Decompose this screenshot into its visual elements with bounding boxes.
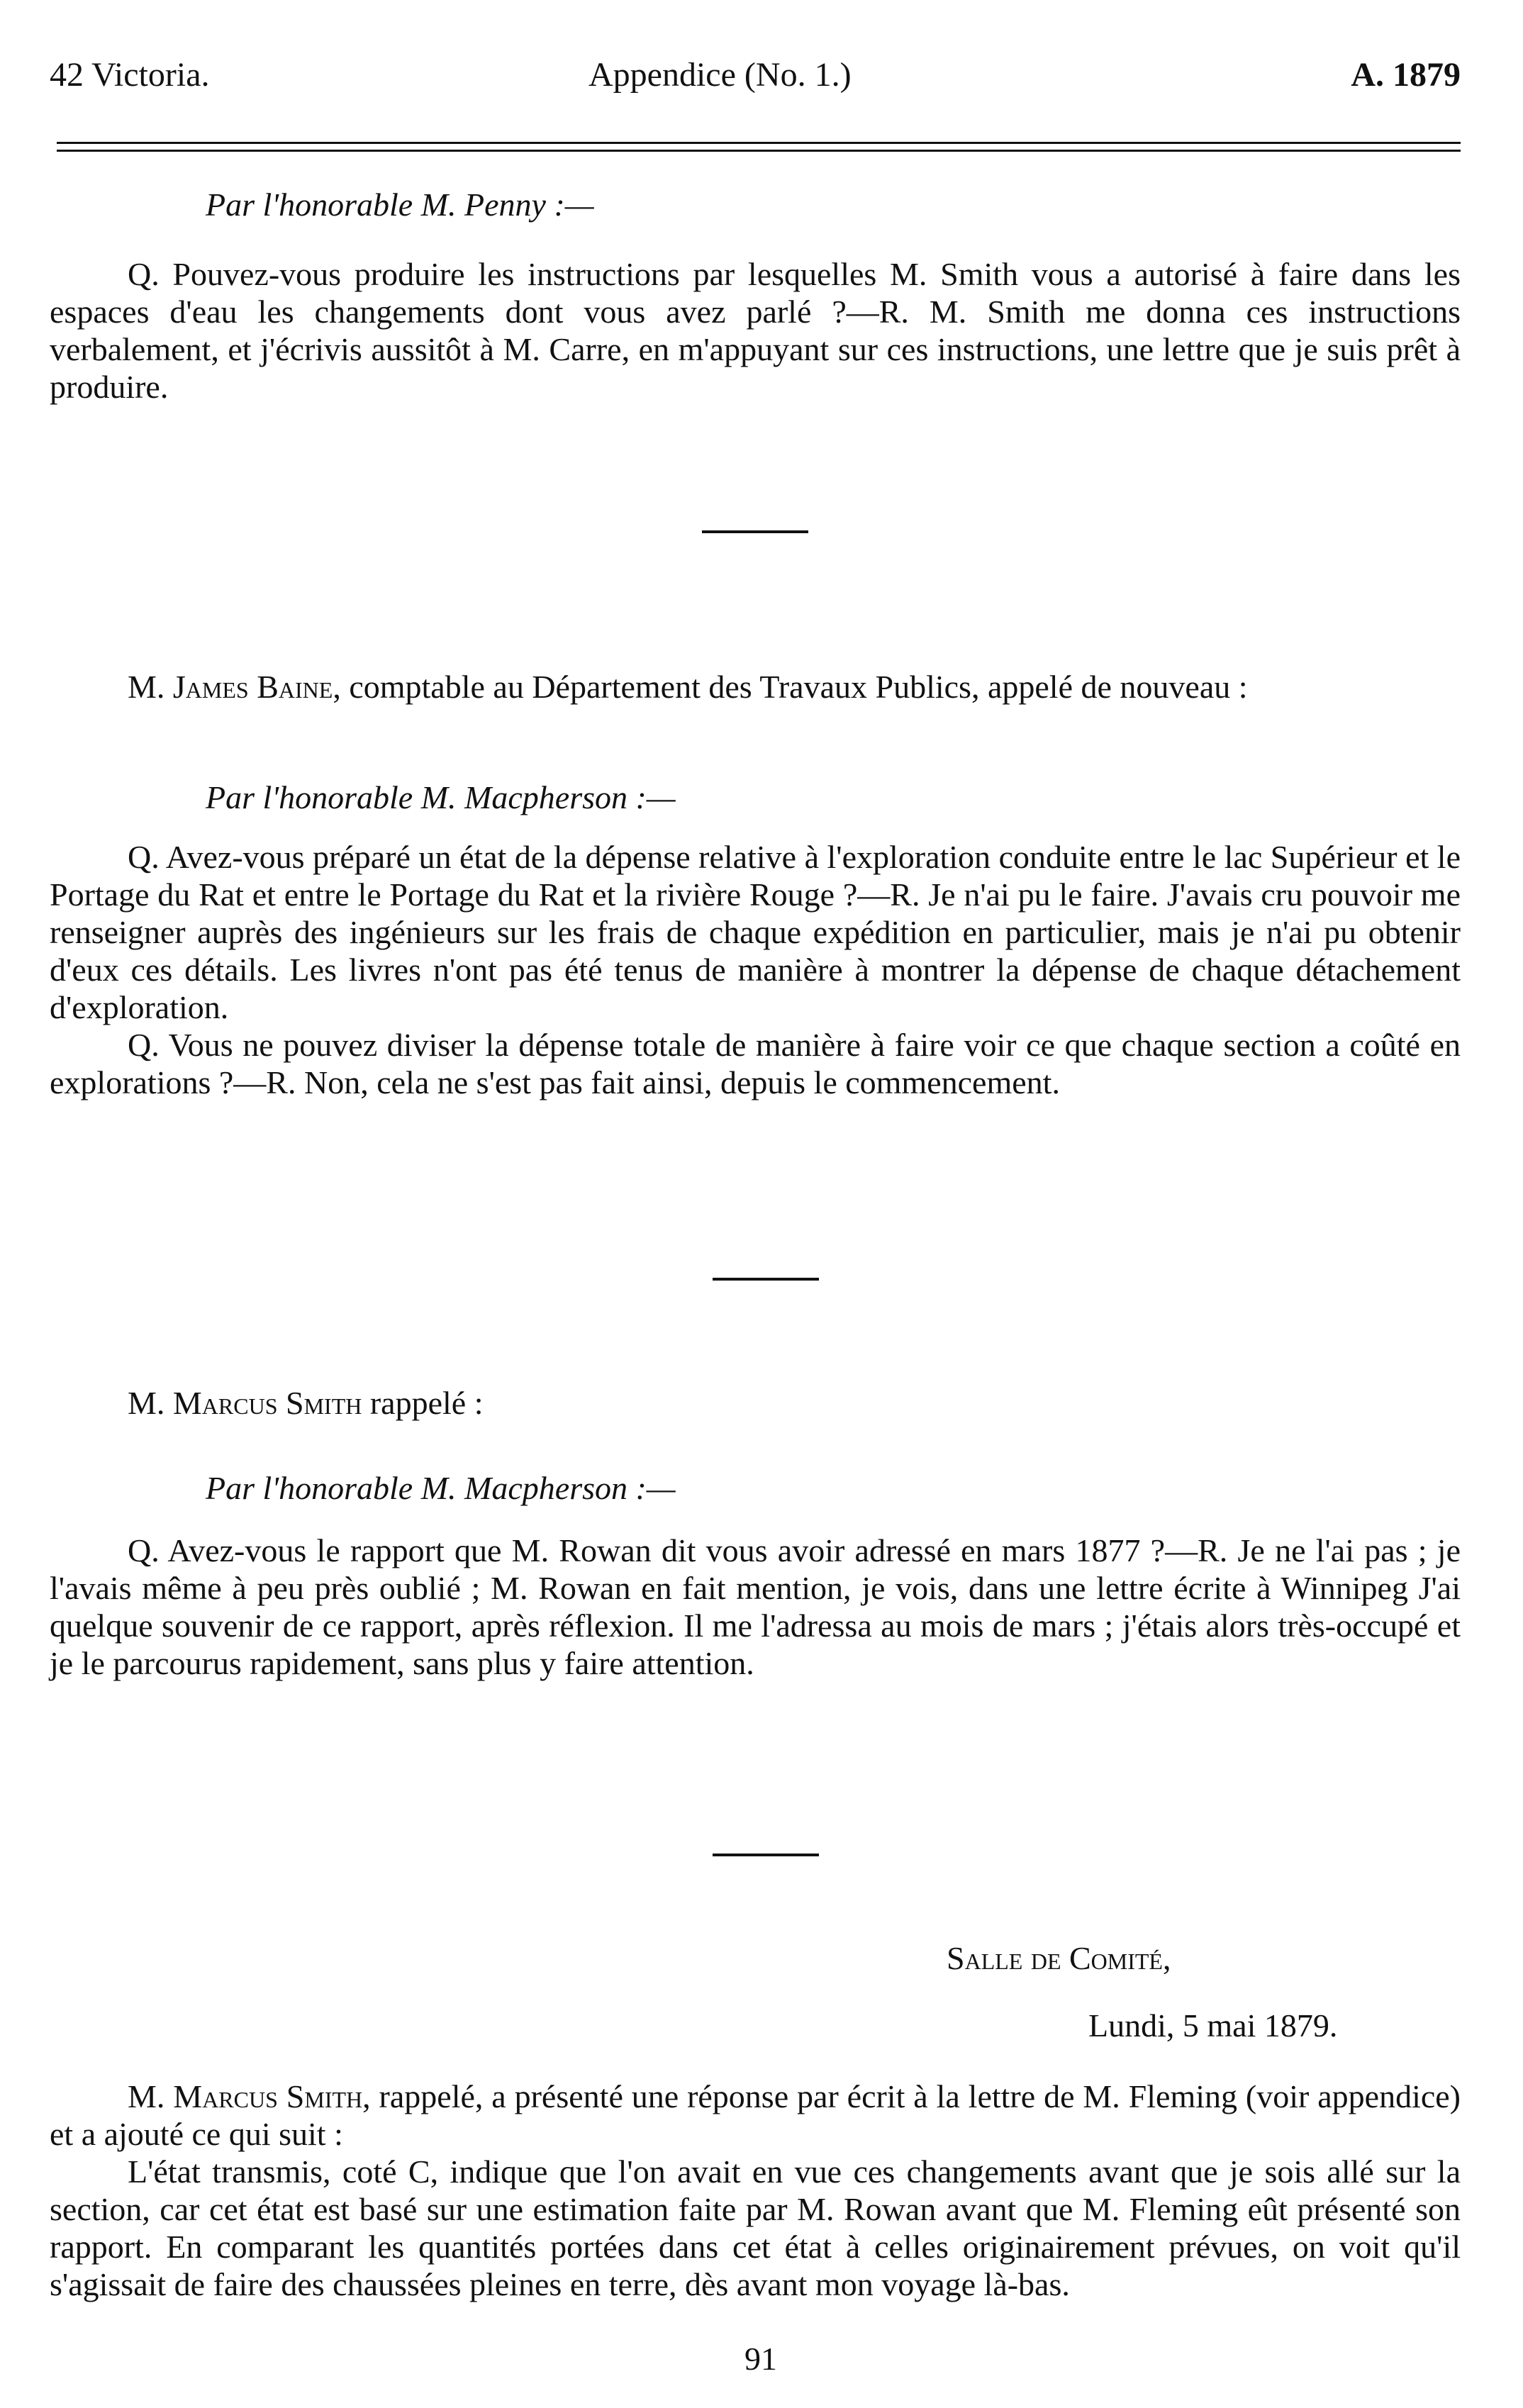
page-number: 91 [744, 2341, 777, 2377]
section2-paragraph-2: Q. Vous ne pouvez diviser la dépense totale de manière à faire voir ce que chaque section a coûté en explorations ?—R. Non, cela ne s'est pas fait ainsi, depuis le commencement. [50, 1027, 1461, 1100]
section3-intro-name: M. Marcus Smith [128, 1385, 362, 1421]
committee-room: Salle de Comité, [947, 1940, 1171, 1976]
session-date: Lundi, 5 mai 1879. [1088, 2007, 1338, 2044]
section2-intro-rest: comptable au Département des Travaux Publics, appelé de nouveau : [340, 669, 1248, 705]
speaker-macpherson-2: Par l'honorable M. Macpherson :— [206, 1470, 676, 1506]
section1-paragraph: Q. Pouvez-vous produire les instructions par lesquelles M. Smith vous a autorisé à faire dans les espaces d'eau les changements dont vous avez parlé ?—R. M. Smith me donna ces instructions verbalement, et j'écrivis aussitôt à M. Carre, en m'appuyant sur ces instructions, une lettre que je suis prêt à produire. [50, 256, 1461, 405]
running-head [50, 55, 1461, 105]
section-rule-3 [713, 1854, 819, 1856]
section1-text [50, 255, 1461, 406]
section2-intro-name: M. James Baine, [128, 669, 341, 705]
section4-intro-name: M. Marcus Smith, [128, 2078, 371, 2114]
section2-text [50, 838, 1461, 1101]
section3-intro-rest: rappelé : [362, 1385, 484, 1421]
section4-intro-rest: rappelé, a présenté une réponse par écrit à la lettre de M. Fleming (voir appendice) et a ajouté ce qui suit : [50, 2078, 1461, 2152]
section4-text [50, 2078, 1461, 2303]
speaker-macpherson-1: Par l'honorable M. Macpherson :— [206, 779, 676, 815]
speaker-penny: Par l'honorable M. Penny :— [206, 186, 594, 223]
header-double-rule [57, 142, 1461, 152]
section4-paragraph: L'état transmis, coté C, indique que l'on avait en vue ces changements avant que je sois allé sur la section, car cet état est basé sur une estimation faite par M. Rowan avant que M. Fleming eût présenté son rapport. En comparant les quantités portées dans cet état à celles originairement prévues, on voit qu'il s'agissait de faire des chaussées pleines en terre, dès avant mon voyage là-bas. [50, 2153, 1461, 2302]
header-left: 42 Victoria. [50, 56, 210, 94]
header-center: Appendice (No. 1.) [588, 56, 852, 94]
section-rule-2 [713, 1278, 819, 1281]
header-right: A. 1879 [1351, 56, 1461, 94]
section2-intro [50, 668, 1461, 706]
section-rule-1 [702, 530, 808, 533]
section3-paragraph: Q. Avez-vous le rapport que M. Rowan dit vous avoir adressé en mars 1877 ?—R. Je ne l'ai pas ; je l'avais même à peu près oublié ; M. Rowan en fait mention, je vois, dans une lettre écrite à Winnipeg J'ai quelque souvenir de ce rapport, après réflexion. Il me l'adressa au mois de mars ; j'étais alors très-occupé et je le parcourus rapidement, sans plus y faire attention. [50, 1532, 1461, 1681]
section3-text [50, 1532, 1461, 1682]
section2-paragraph-1: Q. Avez-vous préparé un état de la dépense relative à l'exploration conduite entre le lac Supérieur et le Portage du Rat et entre le Portage du Rat et la rivière Rouge ?—R. Je n'ai pu le faire. J'avais cru pouvoir me renseigner auprès des ingénieurs sur les frais de chaque expédition en particulier, mais je n'ai pu obtenir d'eux ces détails. Les livres n'ont pas été tenus de manière à montrer la dépense de chaque détachement d'exploration. [50, 839, 1461, 1025]
section3-intro [50, 1384, 1461, 1422]
